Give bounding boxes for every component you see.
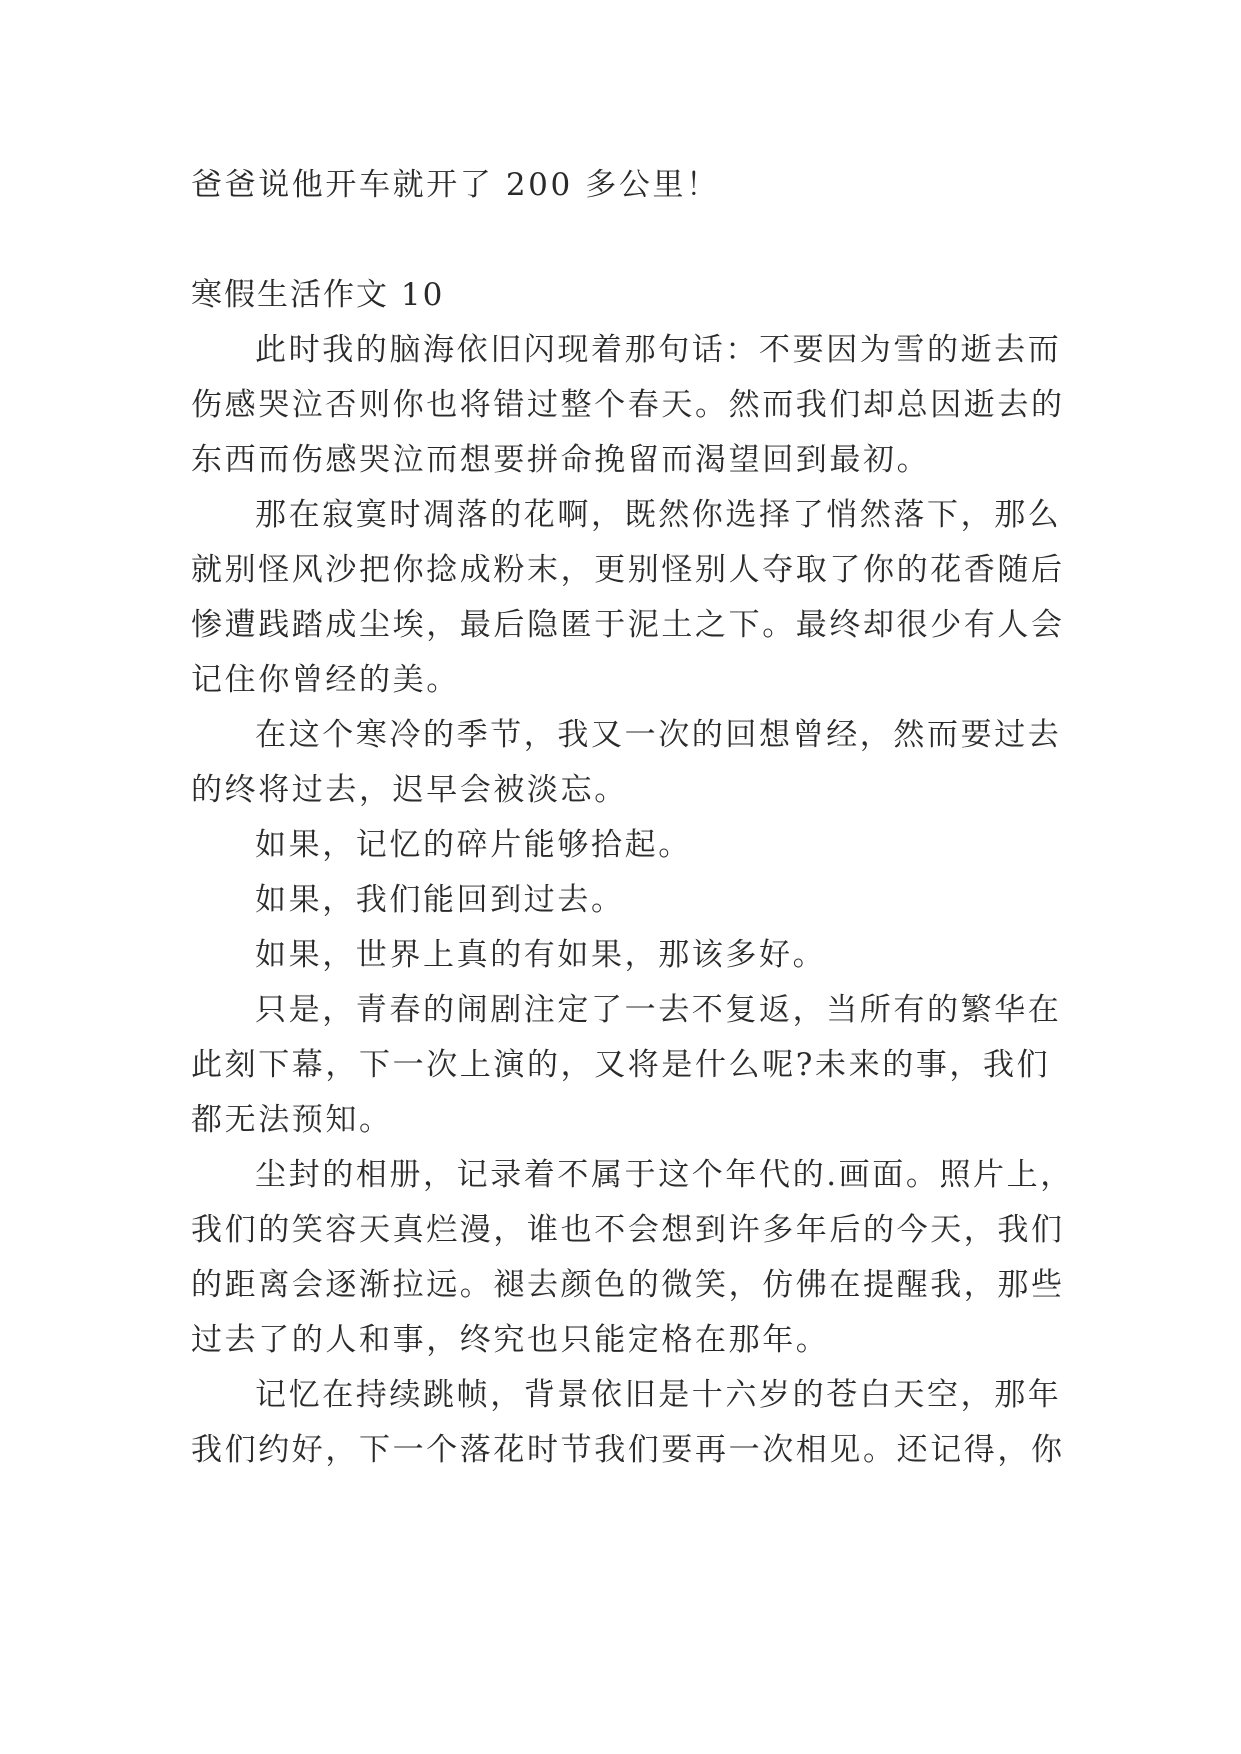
intro-line: 爸爸说他开车就开了 200 多公里！	[191, 167, 720, 203]
paragraph-line: 在这个寒冷的季节，我又一次的回想曾经，然而要过去	[255, 717, 1062, 753]
paragraph-line: 东西而伤感哭泣而想要拼命挽留而渴望回到最初。	[191, 442, 931, 478]
paragraph-line: 的距离会逐渐拉远。褪去颜色的微笑，仿佛在提醒我，那些	[191, 1267, 1065, 1303]
paragraph	[191, 488, 1065, 708]
paragraph-line: 就别怪风沙把你捻成粉末，更别怪别人夺取了你的花香随后	[191, 552, 1065, 588]
document-body	[191, 158, 1074, 1478]
paragraph-line: 记住你曾经的美。	[191, 662, 460, 698]
paragraph-line: 此时我的脑海依旧闪现着那句话：不要因为雪的逝去而	[255, 332, 1062, 368]
paragraph-line: 如果，记忆的碎片能够拾起。	[255, 827, 692, 863]
paragraph	[191, 1148, 1074, 1368]
paragraph-line: 我们的笑容天真烂漫，谁也不会想到许多年后的今天，我们	[191, 1212, 1065, 1248]
paragraph-line: 过去了的人和事，终究也只能定格在那年。	[191, 1322, 830, 1358]
paragraph	[191, 818, 1061, 873]
paragraph	[191, 708, 1061, 818]
paragraph-line: 记忆在持续跳帧，背景依旧是十六岁的苍白天空，那年	[255, 1377, 1062, 1413]
paragraph-line: 都无法预知。	[191, 1102, 393, 1138]
paragraph-line: 此刻下幕，下一次上演的，又将是什么呢?未来的事，我们	[191, 1047, 1051, 1083]
paragraph-line: 我们约好，下一个落花时节我们要再一次相见。还记得，你	[191, 1432, 1065, 1468]
paragraph-line: 惨遭践踏成尘埃，最后隐匿于泥土之下。最终却很少有人会	[191, 607, 1065, 643]
paragraph-line: 如果，世界上真的有如果，那该多好。	[255, 937, 827, 973]
paragraph	[191, 323, 1065, 488]
paragraph	[191, 1368, 1065, 1478]
paragraph-line: 那在寂寞时凋落的花啊，既然你选择了悄然落下，那么	[255, 497, 1062, 533]
paragraph-line: 只是，青春的闹剧注定了一去不复返，当所有的繁华在	[255, 992, 1062, 1028]
paragraph	[191, 928, 1061, 983]
paragraph-line: 尘封的相册，记录着不属于这个年代的.画面。照片上，	[255, 1157, 1074, 1193]
paragraph-line: 的终将过去，迟早会被淡忘。	[191, 772, 628, 808]
paragraph-line: 如果，我们能回到过去。	[255, 882, 625, 918]
paragraph	[191, 873, 1061, 928]
paragraph-line: 伤感哭泣否则你也将错过整个春天。然而我们却总因逝去的	[191, 387, 1065, 423]
section-title: 寒假生活作文 10	[191, 277, 445, 313]
paragraph	[191, 983, 1061, 1148]
